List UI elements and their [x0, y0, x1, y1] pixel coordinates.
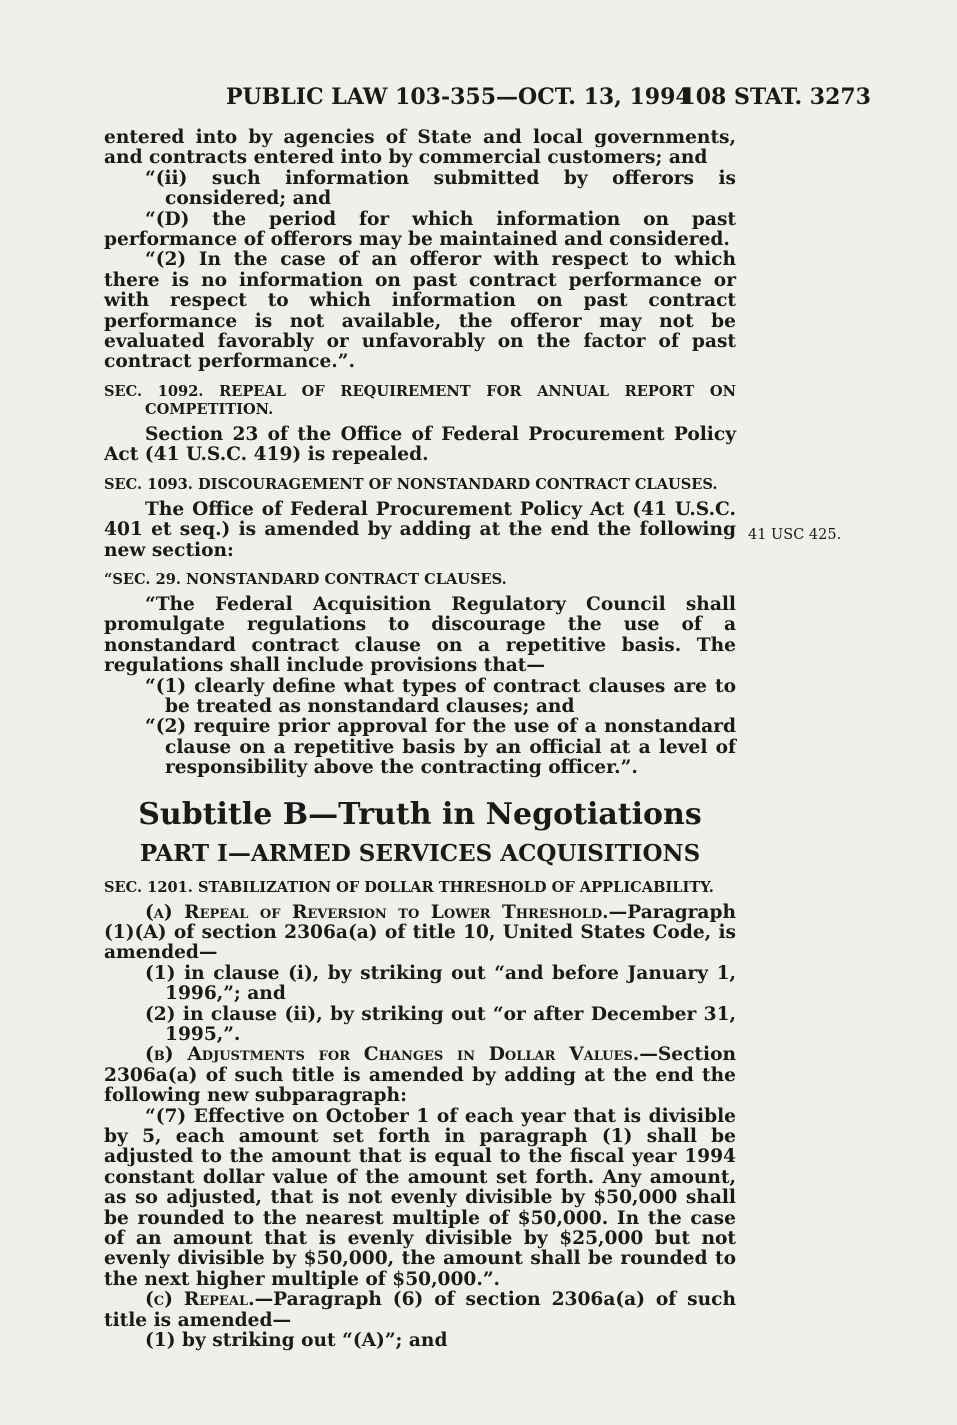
section-heading-1201: SEC. 1201. STABILIZATION OF DOLLAR THRESHOLD OF APPLICABILITY.	[104, 878, 714, 896]
subsection-c-text: —Paragraph (6) of section 2306a(a) of such title is amended—	[104, 1289, 736, 1331]
subtitle-heading: Subtitle B—Truth in Negotiations	[138, 796, 702, 832]
subparagraph-7: “(7) Effective on October 1 of each year that is divisible by 5, each amount set forth in paragraph (1) shall be adjusted to the amount that is equal to the fiscal year 1994 constant dollar value of the amount set forth. Any amount, as so adjusted, that is not evenly divisible by $50,000 shall be rounded to the nearest multiple of $50,000. In the case of an amount that is evenly divisible by $25,000 but not evenly divisible by $50,000, the amount shall be rounded to the next higher multiple of $50,000.”.	[104, 1105, 736, 1290]
document-body	[104, 128, 736, 1352]
subsection-b-heading: (b) Adjustments for Changes in Dollar Values.	[145, 1044, 640, 1066]
clause-1-striking: (1) in clause (i), by striking out “and before January 1, 1996,”; and	[145, 962, 736, 1005]
margin-note-usc: 41 USC 425.	[748, 527, 842, 543]
paragraph-entered-into: entered into by agencies of State and local governments, and contracts entered into by commercial customers; and	[104, 127, 736, 169]
running-head	[0, 84, 957, 114]
paragraph-section-23: Section 23 of the Office of Federal Procurement Policy Act (41 U.S.C. 419) is repealed.	[104, 423, 736, 466]
subsection-a	[104, 903, 736, 964]
clause-d: “(D) the period for which information on past performance of offerors may be maintained and considered.	[104, 208, 736, 251]
section-heading-1093: SEC. 1093. DISCOURAGEMENT OF NONSTANDARD CONTRACT CLAUSES.	[104, 475, 718, 493]
clause-1-define: “(1) clearly define what types of contract clauses are to be treated as nonstandard clauses; and	[145, 675, 736, 717]
paragraph-2-offeror: “(2) In the case of an offeror with respect to which there is no information on past contract performance or with respect to which information on past contract performance is not available, the offeror may not be evaluated favorably or unfavorably on the factor of past contract performance.”.	[104, 249, 736, 373]
subsection-b	[104, 1045, 736, 1106]
subsection-c	[104, 1290, 736, 1331]
clause-1-striking-a: (1) by striking out “(A)”; and	[145, 1330, 448, 1352]
subsection-a-text: —Paragraph (1)(A) of section 2306a(a) of title 10, United States Code, is amended—	[104, 901, 736, 964]
subsection-b-text: —Section 2306a(a) of such title is amended by adding at the end the following new subparagraph:	[104, 1044, 736, 1107]
section-heading-1092: SEC. 1092. REPEAL OF REQUIREMENT FOR ANNUAL REPORT ON COMPETITION.	[104, 382, 736, 418]
subsection-c-heading: (c) Repeal.	[145, 1289, 255, 1311]
part-heading: PART I—ARMED SERVICES ACQUISITIONS	[139, 839, 701, 867]
section-heading-29: “SEC. 29. NONSTANDARD CONTRACT CLAUSES.	[104, 570, 507, 588]
subsection-a-heading: (a) Repeal of Reversion to Lower Threshold.	[145, 901, 609, 923]
clause-ii: “(ii) such information submitted by offerors is considered; and	[145, 167, 736, 210]
header-public-law: PUBLIC LAW 103-355—OCT. 13, 1994	[226, 84, 691, 110]
header-stat-page: 108 STAT. 3273	[680, 84, 871, 110]
clause-2-striking: (2) in clause (ii), by striking out “or after December 31, 1995,”.	[145, 1003, 736, 1045]
clause-2-approval: “(2) require prior approval for the use of a nonstandard clause on a repetitive basis by an official at a level of responsibility above the contracting officer.”.	[145, 716, 736, 779]
paragraph-ofpp-act: The Office of Federal Procurement Policy Act (41 U.S.C. 401 et seq.) is amended by adding at the end the following new section:	[104, 498, 736, 561]
paragraph-far-council: “The Federal Acquisition Regulatory Council shall promulgate regulations to discourage the use of a nonstandard contract clause on a repetitive basis. The regulations shall include provisions that—	[104, 593, 736, 677]
